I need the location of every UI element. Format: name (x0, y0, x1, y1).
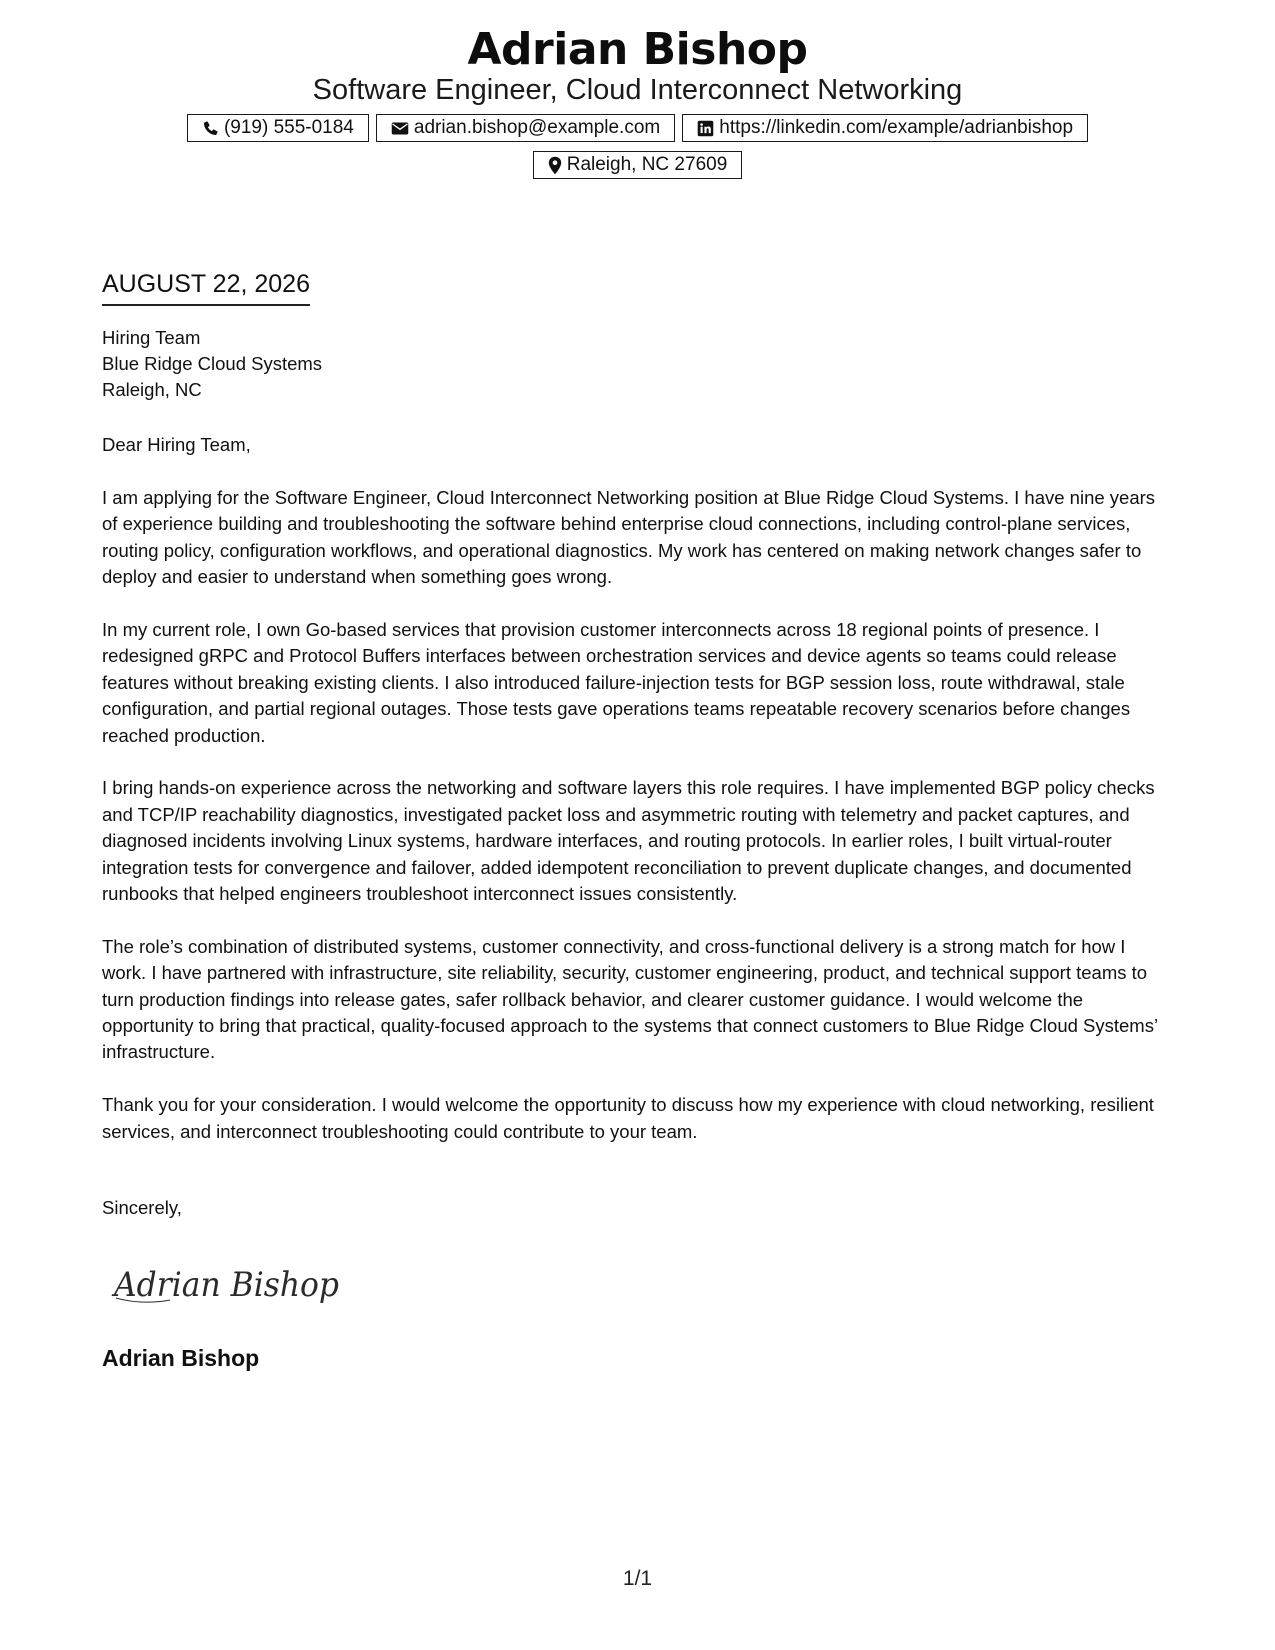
location-text: Raleigh, NC 27609 (566, 154, 728, 175)
applicant-name: Adrian Bishop (467, 24, 808, 75)
body-paragraph: I bring hands-on experience across the networking and software layers this role requires. I have implemented BGP policy checks and TCP/IP reachability diagnostics, investigated packet loss and asymmetric routing with telemetry and packet captures, and diagnosed incidents involving Linux systems, hardware interfaces, and routing protocols. In earlier roles, I built virtual-router integration tests for convergence and failover, added idempotent reconciliation to prevent duplicate changes, and documented runbooks that helped engineers troubleshoot interconnect issues consistently. (102, 777, 1155, 905)
map-pin-icon (548, 156, 562, 175)
envelope-icon (391, 121, 409, 136)
body-paragraph: I am applying for the Software Engineer, Cloud Interconnect Networking position at Blue Ridge Cloud Systems. I have nine years of experience building and troubleshooting the software behind enterprise cloud connections, including control-plane services, routing policy, configuration workflows, and operational diagnostics. My work has centered on making network changes safer to deploy and easier to understand when something goes wrong. (102, 487, 1156, 588)
body-paragraph: Thank you for your consideration. I would welcome the opportunity to discuss how my experience with cloud networking, resilient services, and interconnect troubleshooting could contribute to your team. (102, 1094, 1154, 1142)
phone-icon (202, 120, 219, 137)
phone-chip[interactable] (187, 114, 369, 142)
body-paragraph: The role’s combination of distributed systems, customer connectivity, and cross-functional delivery is a strong match for how I work. I have partnered with infrastructure, site reliability, security, customer engineering, product, and technical support teams to turn production findings into release gates, safer rollback behavior, and clearer customer guidance. I would welcome the opportunity to bring that practical, quality-focused approach to the systems that connect customers to Blue Ridge Cloud Systems’ infrastructure. (102, 935, 1158, 1063)
location-chip (533, 151, 743, 179)
job-title: Software Engineer, Cloud Interconnect Networking (312, 74, 963, 106)
recipient-block (102, 325, 322, 403)
recipient-line: Blue Ridge Cloud Systems (102, 353, 323, 374)
contact-row-2 (0, 151, 1275, 179)
page-indicator: 1/1 (622, 1567, 653, 1590)
phone-number: (919) 555-0184 (223, 117, 354, 138)
signed-name: Adrian Bishop (102, 1345, 260, 1371)
contact-row (0, 114, 1275, 142)
recipient-line: Raleigh, NC (102, 379, 202, 400)
handwritten-signature (110, 1254, 350, 1319)
letter-body (102, 485, 1174, 1171)
closing: Sincerely, (102, 1197, 182, 1218)
linkedin-url: https://linkedin.com/example/adrianbishop (719, 117, 1074, 138)
body-paragraph: In my current role, I own Go-based services that provision customer interconnects across 18 regional points of presence. I redesigned gRPC and Protocol Buffers interfaces between orchestration services and device agents so teams could release features without breaking existing clients. I also introduced failure-injection tests for BGP session loss, route withdrawal, stale configuration, and partial regional outages. Those tests gave operations teams repeatable recovery scenarios before changes reached production. (102, 619, 1131, 746)
email-address: adrian.bishop@example.com (413, 117, 661, 138)
recipient-line: Hiring Team (102, 327, 201, 348)
svg-text:Adrian Bishop: Adrian Bishop (111, 1265, 340, 1305)
letter-date: AUGUST 22, 2026 (102, 268, 310, 306)
salutation: Dear Hiring Team, (102, 434, 251, 455)
email-chip[interactable] (376, 114, 675, 142)
linkedin-chip[interactable] (682, 114, 1088, 142)
linkedin-icon (697, 120, 714, 137)
